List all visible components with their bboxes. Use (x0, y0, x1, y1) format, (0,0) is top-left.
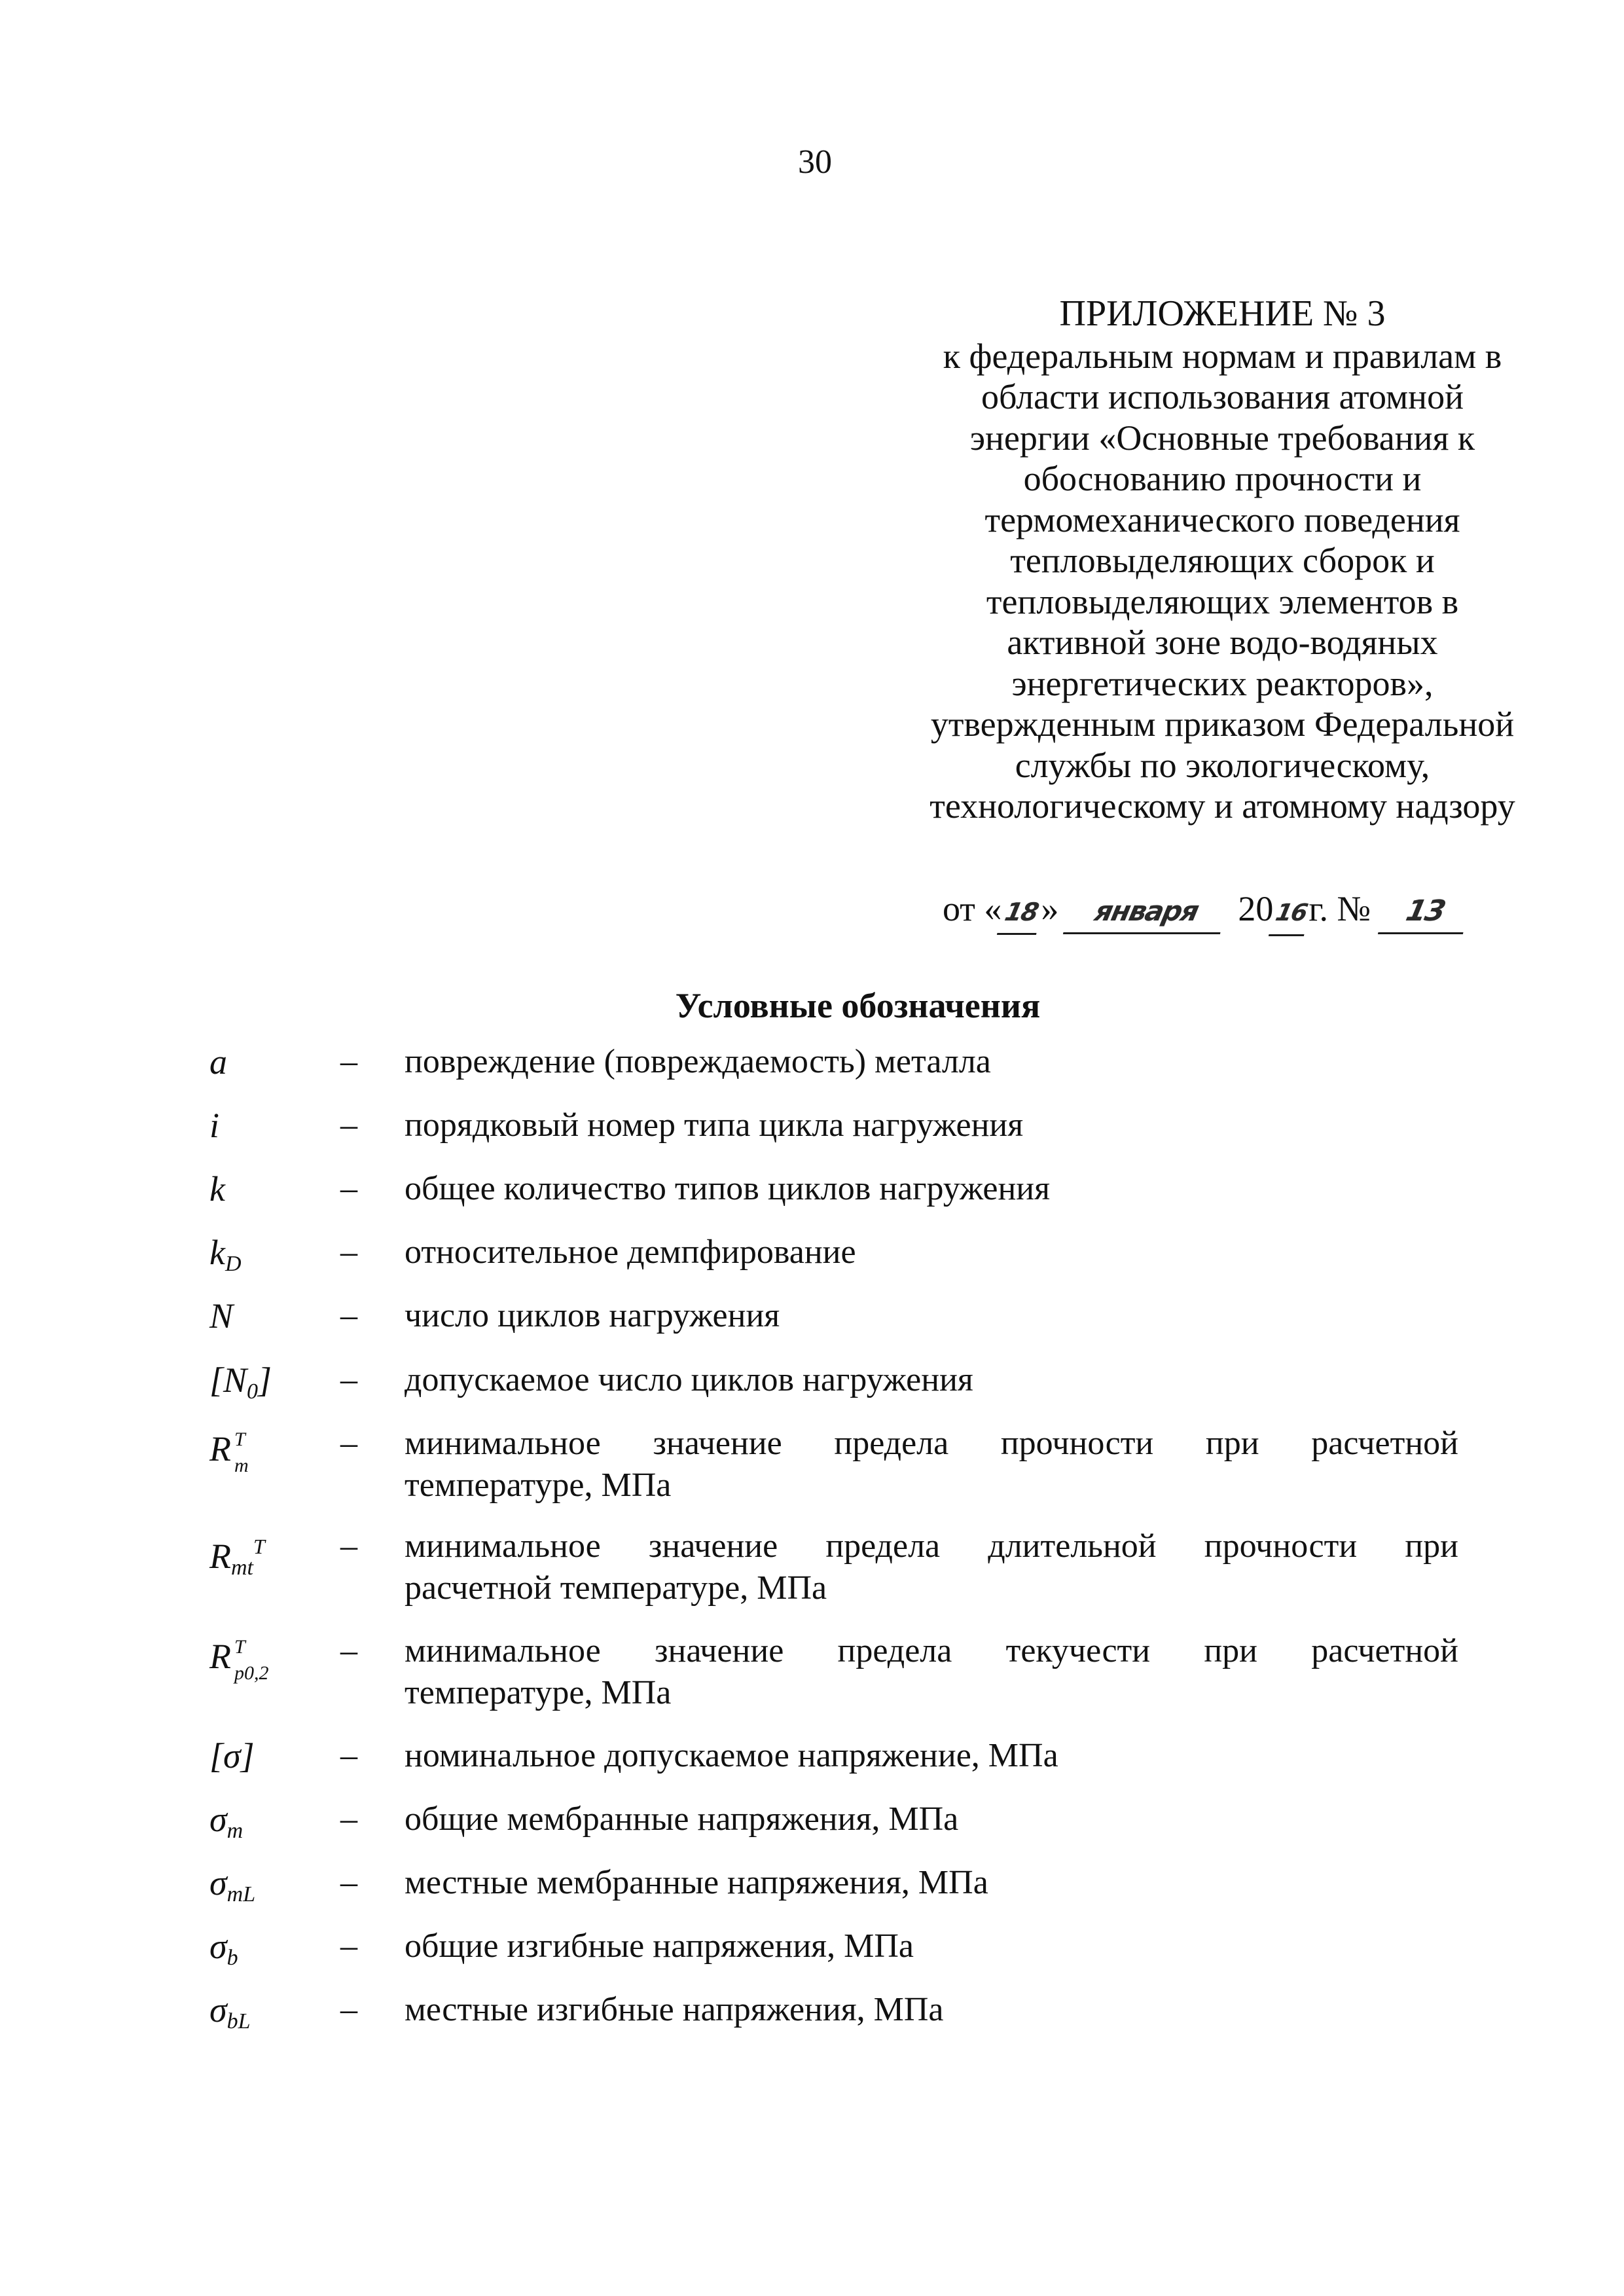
handwritten-day: 18 (997, 891, 1045, 935)
notation-symbol: $k_D$ (209, 1233, 242, 1276)
notation-description: число циклов нагружения (405, 1297, 780, 1334)
section-title: Условные обозначения (675, 986, 1041, 1025)
notation-symbol: R T m (209, 1428, 249, 1476)
notation-description: общие изгибные напряжения, МПа (405, 1927, 914, 1965)
notation-symbol: a (209, 1042, 227, 1082)
appendix-line: энергии «Основные требования к (969, 418, 1475, 458)
notation-description: местные мембранные напряжения, МПа (405, 1864, 988, 1901)
notation-description: номинальное допускаемое напряжение, МПа (405, 1737, 1058, 1774)
notation-symbol: $R_{mt}^T$ (209, 1535, 265, 1580)
dash: – (340, 1297, 357, 1334)
appendix-line: тепловыделяющих сборок и (1010, 541, 1435, 580)
appendix-line: утвержденным приказом Федеральной (930, 704, 1515, 744)
appendix-line: энергетических реакторов», (1011, 663, 1434, 703)
dash: – (340, 1425, 357, 1462)
appendix-line: термомеханического поведения (984, 500, 1460, 539)
appendix-line: обоснованию прочности и (1023, 459, 1422, 498)
dash: – (340, 1991, 357, 2028)
date-quote-close: » (1041, 889, 1059, 928)
dash: – (340, 1737, 357, 1774)
notation-symbol: i (209, 1106, 220, 1145)
dash: – (340, 1864, 357, 1901)
notation-symbol: $[N_0]$ (209, 1360, 272, 1404)
dash: – (340, 1800, 357, 1838)
notation-description: общие мембранные напряжения, МПа (405, 1800, 959, 1838)
notation-description: общее количество типов циклов нагружения (405, 1170, 1051, 1207)
dash: – (340, 1361, 357, 1398)
appendix-line: тепловыделяющих элементов в (986, 581, 1459, 621)
dash: – (340, 1527, 357, 1565)
notation-description: минимальное значение предела длительной прочности при расчетной температуре, МПа (405, 1527, 1458, 1607)
appendix-line: технологическому и атомному надзору (929, 786, 1515, 826)
notation-symbol: R T p0,2 (209, 1635, 269, 1684)
page-number: 30 (798, 143, 832, 181)
notation-symbol: k (209, 1169, 225, 1209)
appendix-header (903, 293, 1542, 827)
appendix-line: службы по экологическому, (1015, 745, 1430, 785)
appendix-line: области использования атомной (981, 377, 1464, 416)
notation-symbol: $\sigma_{mL}$ (209, 1863, 256, 1906)
notation-description: порядковый номер типа цикла нагружения (405, 1106, 1024, 1144)
notation-symbol: $\sigma_m$ (209, 1800, 244, 1843)
notation-symbol: $\sigma_{bL}$ (209, 1990, 251, 2033)
dash: – (340, 1043, 357, 1080)
number-label: г. № (1308, 889, 1371, 928)
notation-description: местные изгибные напряжения, МПа (405, 1991, 944, 2028)
date-prefix: от « (943, 889, 1002, 928)
notation-symbol: [σ] (209, 1736, 255, 1776)
dash: – (340, 1632, 357, 1669)
appendix-line: к федеральным нормам и правилам в (943, 336, 1502, 376)
dash: – (340, 1233, 357, 1271)
handwritten-month: января (1063, 890, 1229, 934)
dash: – (340, 1106, 357, 1144)
handwritten-order-number: 13 (1378, 890, 1472, 934)
appendix-title: ПРИЛОЖЕНИЕ № 3 (1059, 293, 1386, 334)
notation-symbol: $\sigma_b$ (209, 1927, 238, 1970)
notation-description: повреждение (повреждаемость) металла (405, 1043, 991, 1080)
dash: – (340, 1927, 357, 1965)
notation-description: допускаемое число циклов нагружения (405, 1361, 973, 1398)
year-prefix: 20 (1238, 889, 1274, 928)
notation-description: минимальное значение предела прочности при расчетной температуре, МПа (405, 1425, 1458, 1504)
notation-description: минимальное значение предела текучести при расчетной температуре, МПа (405, 1632, 1458, 1711)
notation-symbol: N (209, 1296, 234, 1336)
handwritten-year: 16 (1269, 892, 1313, 936)
dash: – (340, 1170, 357, 1207)
notation-description: относительное демпфирование (405, 1233, 856, 1271)
order-date-line (943, 883, 1468, 936)
appendix-line: активной зоне водо-водяных (1007, 623, 1438, 662)
